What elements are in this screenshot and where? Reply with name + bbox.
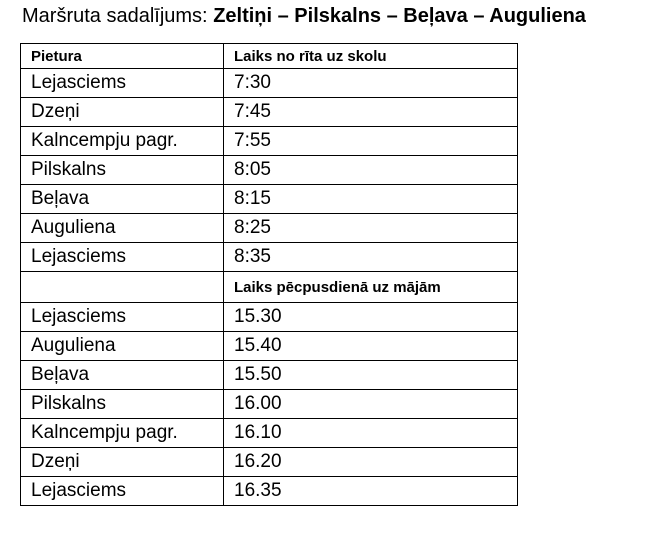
table-row: [21, 332, 518, 361]
table-row: [21, 303, 518, 332]
stop-cell: Pilskalns: [21, 390, 224, 419]
time-cell: 16.10: [224, 419, 518, 448]
table-row: [21, 156, 518, 185]
time-cell: 8:25: [224, 214, 518, 243]
time-cell: 8:35: [224, 243, 518, 272]
title-route: Zeltiņi – Pilskalns – Beļava – Auguliena: [213, 5, 586, 27]
time-cell: 7:45: [224, 98, 518, 127]
stop-cell: Lejasciems: [21, 243, 224, 272]
stop-cell: Kalncempju pagr.: [21, 419, 224, 448]
time-cell: 16.35: [224, 477, 518, 506]
time-cell: 7:30: [224, 69, 518, 98]
stop-cell: Dzeņi: [21, 98, 224, 127]
afternoon-header-row: [21, 272, 518, 303]
stop-cell: Lejasciems: [21, 69, 224, 98]
table-row: [21, 127, 518, 156]
schedule-table: [20, 43, 518, 506]
table-row: [21, 69, 518, 98]
header-afternoon-time: Laiks pēcpusdienā uz mājām: [224, 272, 518, 303]
stop-cell: Lejasciems: [21, 477, 224, 506]
table-row: [21, 477, 518, 506]
table-row: [21, 185, 518, 214]
stop-cell: Dzeņi: [21, 448, 224, 477]
stop-cell: Lejasciems: [21, 303, 224, 332]
page-title: [22, 4, 586, 28]
stop-cell: Auguliena: [21, 332, 224, 361]
stop-cell: Beļava: [21, 185, 224, 214]
time-cell: 7:55: [224, 127, 518, 156]
time-cell: 16.00: [224, 390, 518, 419]
time-cell: 15.50: [224, 361, 518, 390]
header-morning-time: Laiks no rīta uz skolu: [224, 44, 518, 69]
table-row: [21, 361, 518, 390]
time-cell: 8:05: [224, 156, 518, 185]
empty-cell: [21, 272, 224, 303]
table-row: [21, 390, 518, 419]
title-prefix: Maršruta sadalījums:: [22, 5, 208, 27]
time-cell: 15.30: [224, 303, 518, 332]
time-cell: 8:15: [224, 185, 518, 214]
stop-cell: Beļava: [21, 361, 224, 390]
stop-cell: Pilskalns: [21, 156, 224, 185]
table-row: [21, 98, 518, 127]
table-row: [21, 214, 518, 243]
header-stop: Pietura: [21, 44, 224, 69]
table-row: [21, 448, 518, 477]
header-row: [21, 44, 518, 69]
time-cell: 16.20: [224, 448, 518, 477]
table-row: [21, 419, 518, 448]
table-row: [21, 243, 518, 272]
stop-cell: Auguliena: [21, 214, 224, 243]
stop-cell: Kalncempju pagr.: [21, 127, 224, 156]
time-cell: 15.40: [224, 332, 518, 361]
